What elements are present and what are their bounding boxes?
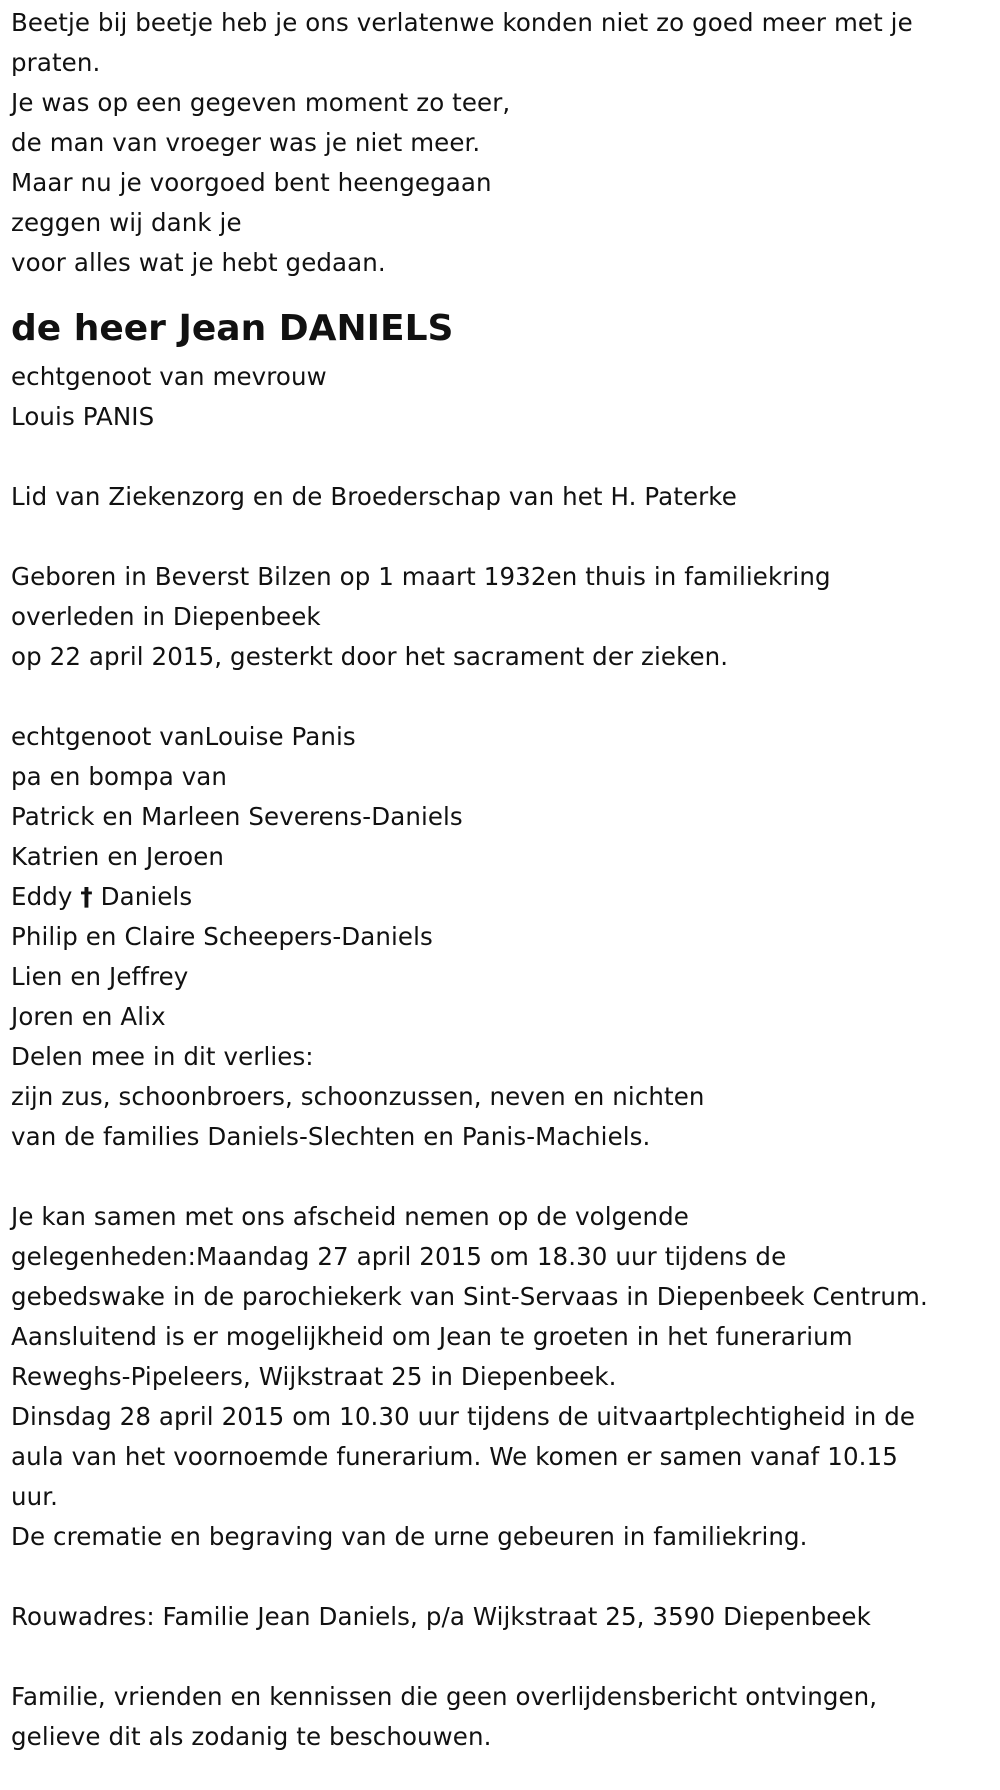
obituary-document [11, 3, 989, 1757]
family-line: Katrien en Jeroen [11, 842, 225, 871]
deceased-name: de heer Jean DANIELS [11, 308, 454, 349]
poem-line: praten. [11, 48, 101, 77]
eddy-last-name: Daniels [92, 882, 193, 911]
family-line: pa en bompa van [11, 762, 228, 791]
mourning-address: Rouwadres: Familie Jean Daniels, p/a Wijkstraat 25, 3590 Diepenbeek [11, 1602, 871, 1631]
ceremony-line: gelegenheden:Maandag 27 april 2015 om 18.30 uur tijdens de [11, 1242, 787, 1271]
eddy-first-name: Eddy [11, 882, 81, 911]
spacer [11, 437, 989, 477]
family-line: Lien en Jeffrey [11, 962, 189, 991]
spacer [11, 1557, 989, 1597]
birth-death-line: Geboren in Beverst Bilzen op 1 maart 1932en thuis in familiekring [11, 562, 831, 591]
spacer [11, 283, 989, 301]
ceremony-line: aula van het voornoemde funerarium. We komen er samen vanaf 10.15 [11, 1442, 898, 1471]
family-line: echtgenoot vanLouise Panis [11, 722, 356, 751]
family-line: Delen mee in dit verlies: [11, 1042, 314, 1071]
family-block [11, 717, 989, 1157]
family-line: van de families Daniels-Slechten en Panis-Machiels. [11, 1122, 651, 1151]
poem-line: de man van vroeger was je niet meer. [11, 128, 481, 157]
poem-line: Maar nu je voorgoed bent heengegaan [11, 168, 492, 197]
spacer [11, 517, 989, 557]
poem-line: voor alles wat je hebt gedaan. [11, 248, 386, 277]
poem [11, 3, 989, 283]
ceremony-line: De crematie en begraving van de urne gebeuren in familiekring. [11, 1522, 808, 1551]
cross-icon: † [80, 882, 93, 911]
ceremony-line: Aansluitend is er mogelijkheid om Jean te groeten in het funerarium [11, 1322, 853, 1351]
ceremony-line: Je kan samen met ons afscheid nemen op de volgende [11, 1202, 689, 1231]
poem-line: Beetje bij beetje heb je ons verlatenwe konden niet zo goed meer met je [11, 8, 913, 37]
birth-death-line: op 22 april 2015, gesterkt door het sacrament der zieken. [11, 642, 729, 671]
ceremony-line: Dinsdag 28 april 2015 om 10.30 uur tijdens de uitvaartplechtigheid in de [11, 1402, 916, 1431]
spouse-name: Louis PANIS [11, 402, 155, 431]
ceremony-line: Reweghs-Pipeleers, Wijkstraat 25 in Diepenbeek. [11, 1362, 617, 1391]
ceremony-block [11, 1197, 989, 1557]
poem-line: Je was op een gegeven moment zo teer, [11, 88, 511, 117]
spacer [11, 1157, 989, 1197]
membership-line: Lid van Ziekenzorg en de Broederschap van het H. Paterke [11, 482, 737, 511]
closing-block [11, 1677, 989, 1757]
birth-death-line: overleden in Diepenbeek [11, 602, 321, 631]
ceremony-line: uur. [11, 1482, 59, 1511]
deceased-block [11, 301, 989, 437]
family-line: zijn zus, schoonbroers, schoonzussen, neven en nichten [11, 1082, 705, 1111]
family-line: Philip en Claire Scheepers-Daniels [11, 922, 433, 951]
ceremony-line: gebedswake in de parochiekerk van Sint-Servaas in Diepenbeek Centrum. [11, 1282, 928, 1311]
spouse-line: echtgenoot van mevrouw [11, 362, 327, 391]
birth-death-block [11, 557, 989, 677]
family-line: Joren en Alix [11, 1002, 166, 1031]
poem-line: zeggen wij dank je [11, 208, 242, 237]
spacer [11, 1637, 989, 1677]
spacer [11, 677, 989, 717]
closing-line: gelieve dit als zodanig te beschouwen. [11, 1722, 492, 1751]
family-line: Patrick en Marleen Severens-Daniels [11, 802, 463, 831]
closing-line: Familie, vrienden en kennissen die geen overlijdensbericht ontvingen, [11, 1682, 878, 1711]
family-line-deceased-son [11, 877, 989, 917]
